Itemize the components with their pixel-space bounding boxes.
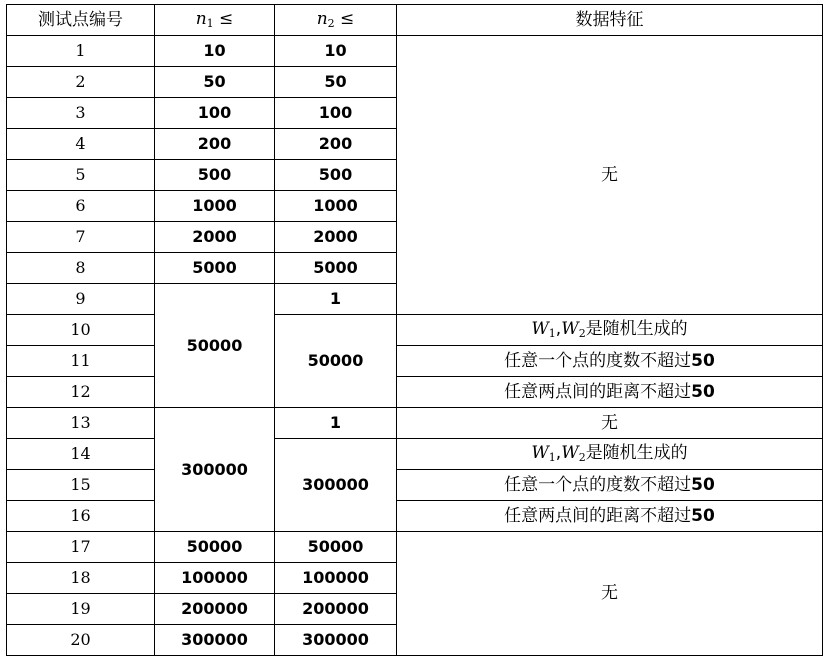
- feature-random-weights: $W_1,W_2$是随机生成的: [397, 439, 823, 470]
- table-row: [7, 439, 823, 470]
- test-id: 20: [7, 625, 155, 656]
- test-id: 2: [7, 67, 155, 98]
- n2-value: 5000: [275, 253, 397, 284]
- test-data-table: [6, 4, 823, 656]
- n2-value: 100: [275, 98, 397, 129]
- n2-value: 1000: [275, 191, 397, 222]
- n1-value: 50000: [155, 532, 275, 563]
- test-id: 6: [7, 191, 155, 222]
- feature-degree-limit: 任意一个点的度数不超过50: [397, 470, 823, 501]
- n2-value: 1: [275, 408, 397, 439]
- feature-degree-limit: 任意一个点的度数不超过50: [397, 346, 823, 377]
- n2-value: 500: [275, 160, 397, 191]
- n1-value: 5000: [155, 253, 275, 284]
- test-id: 3: [7, 98, 155, 129]
- n1-value: 100000: [155, 563, 275, 594]
- n2-value: 1: [275, 284, 397, 315]
- test-id: 15: [7, 470, 155, 501]
- header-row: [7, 5, 823, 36]
- table-row: [7, 346, 823, 377]
- test-id: 19: [7, 594, 155, 625]
- n1-value: 300000: [155, 625, 275, 656]
- header-n1: $n_1$ ≤: [155, 5, 275, 36]
- test-id: 12: [7, 377, 155, 408]
- table-row: [7, 36, 823, 67]
- n2-value: 2000: [275, 222, 397, 253]
- n1-value: 1000: [155, 191, 275, 222]
- n2-value: 200000: [275, 594, 397, 625]
- test-id: 11: [7, 346, 155, 377]
- n2-value: 10: [275, 36, 397, 67]
- header-test-id: 测试点编号: [7, 5, 155, 36]
- header-n2: $n_2$ ≤: [275, 5, 397, 36]
- table-row: [7, 315, 823, 346]
- test-id: 18: [7, 563, 155, 594]
- feature-distance-limit: 任意两点间的距离不超过50: [397, 377, 823, 408]
- n1-value-merged: 50000: [155, 284, 275, 408]
- header-features: 数据特征: [397, 5, 823, 36]
- feature-distance-limit: 任意两点间的距离不超过50: [397, 501, 823, 532]
- n2-value: 300000: [275, 625, 397, 656]
- n1-value: 50: [155, 67, 275, 98]
- n1-value: 200000: [155, 594, 275, 625]
- test-id: 14: [7, 439, 155, 470]
- test-id: 7: [7, 222, 155, 253]
- feature-none: 无: [397, 408, 823, 439]
- n2-value: 100000: [275, 563, 397, 594]
- n1-value: 100: [155, 98, 275, 129]
- n1-value: 500: [155, 160, 275, 191]
- test-id: 17: [7, 532, 155, 563]
- n1-value: 2000: [155, 222, 275, 253]
- test-id: 4: [7, 129, 155, 160]
- test-id: 9: [7, 284, 155, 315]
- test-id: 16: [7, 501, 155, 532]
- table-row: [7, 532, 823, 563]
- table-row: [7, 470, 823, 501]
- table-row: [7, 377, 823, 408]
- n1-value: 200: [155, 129, 275, 160]
- test-id: 1: [7, 36, 155, 67]
- test-id: 13: [7, 408, 155, 439]
- n2-value: 50: [275, 67, 397, 98]
- feature-none: 无: [397, 36, 823, 315]
- n2-value: 50000: [275, 532, 397, 563]
- test-id: 10: [7, 315, 155, 346]
- table-row: [7, 408, 823, 439]
- table-row: [7, 501, 823, 532]
- data-table-wrapper: [6, 4, 823, 656]
- feature-none: 无: [397, 532, 823, 656]
- n2-value-merged: 300000: [275, 439, 397, 532]
- test-id: 8: [7, 253, 155, 284]
- n2-value: 200: [275, 129, 397, 160]
- test-id: 5: [7, 160, 155, 191]
- feature-random-weights: $W_1,W_2$是随机生成的: [397, 315, 823, 346]
- n1-value: 10: [155, 36, 275, 67]
- n2-value-merged: 50000: [275, 315, 397, 408]
- n1-value-merged: 300000: [155, 408, 275, 532]
